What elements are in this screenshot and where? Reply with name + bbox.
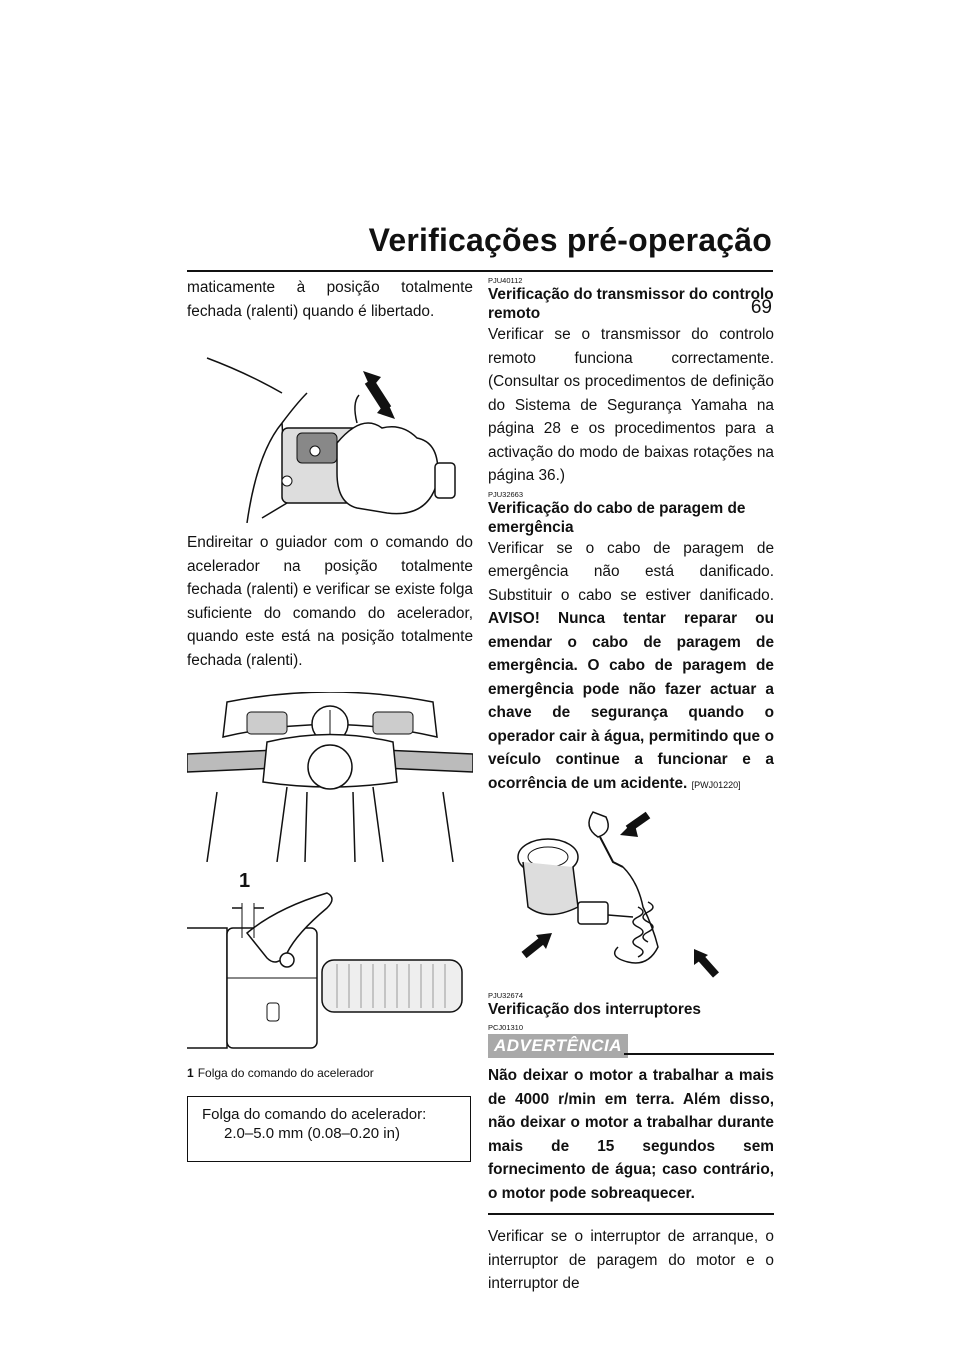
warning-header (488, 1034, 774, 1058)
section-text-normal: Verificar se o cabo de paragem de emergência não está danificado. Substituir o cabo se estiver danificado. (488, 539, 774, 604)
handlebar-illustration (187, 692, 473, 862)
warning-badge: ADVERTÊNCIA (488, 1034, 628, 1058)
freeplay-callout-number: 1 (239, 870, 251, 892)
spec-label: Folga do comando do acelerador: (202, 1106, 427, 1123)
notice-text: AVISO! Nunca tentar reparar ou emendar o cabo de paragem de emergência. O cabo de paragem de emergência pode não fazer actuar a chave de segurança quando o operador cair à água, permitindo que o veículo continue a funcionar e a ocorrência de um acidente. (488, 610, 774, 792)
throttle-lever-drawing (187, 878, 473, 1060)
throttle-hand-drawing (187, 333, 473, 523)
left-paragraph-1: maticamente à posição totalmente fechada (ralenti) quando é libertado. (187, 279, 473, 320)
section-text (488, 537, 774, 798)
warning-code: PCJ01310 (488, 1023, 524, 1032)
lanyard-drawing (488, 807, 774, 979)
section-heading: Verificação dos interruptores (488, 1001, 701, 1018)
warning-rule (624, 1053, 774, 1055)
page-title: Verificações pré-operação (368, 222, 772, 258)
page-number: 69 (750, 297, 772, 318)
spec-value: 2.0–5.0 mm (0.08–0.20 in) (224, 1125, 400, 1142)
section-code: PJU32663 (488, 489, 524, 499)
handlebar-drawing (187, 692, 473, 862)
warning-end-rule (488, 1213, 774, 1215)
caption-number: 1 (187, 1066, 194, 1080)
section-code: PJU32674 (488, 991, 524, 1000)
title-rule (187, 270, 773, 272)
caption-text: Folga do comando do acelerador (197, 1066, 374, 1080)
section-heading: Verificação do cabo de paragem de emergência (488, 499, 746, 536)
switches-paragraph: Verificar se o interruptor de arranque, o interruptor de paragem do motor e o interruptor de (488, 1228, 774, 1292)
throttle-freeplay-illustration (187, 870, 473, 1060)
warning-text: Não deixar o motor a trabalhar a mais de 4000 r/min em terra. Além disso, não deixar o motor a trabalhar durante mais de 15 segundos sem fornecimento de água; caso contrário, o motor pode sobreaquecer. (488, 1067, 774, 1202)
left-paragraph-2: Endireitar o guiador com o comando do acelerador na posição totalmente fechada (ralenti) e verificar se existe folga suficiente do comando do acelerador, quando este está na posição totalmente fechada (ralenti). (187, 534, 473, 669)
left-column (187, 276, 473, 1162)
reference-code: [PWJ01220] (691, 779, 741, 790)
throttle-return-illustration (187, 333, 473, 523)
spec-box (187, 1096, 471, 1162)
section-code: PJU40112 (488, 276, 523, 285)
section-text: Verificar se o transmissor do controlo remoto funciona correctamente. (Consultar os procedimentos de definição do Sistema de Segurança Yamaha na página 28 e os procedimentos para a activação do modo de baixas rotações na página 36.) (488, 326, 774, 484)
section-heading: Verificação do transmissor do controlo remoto (488, 286, 774, 322)
right-column (488, 276, 774, 1296)
figure-caption (187, 1066, 473, 1080)
lanyard-illustration (488, 807, 774, 979)
